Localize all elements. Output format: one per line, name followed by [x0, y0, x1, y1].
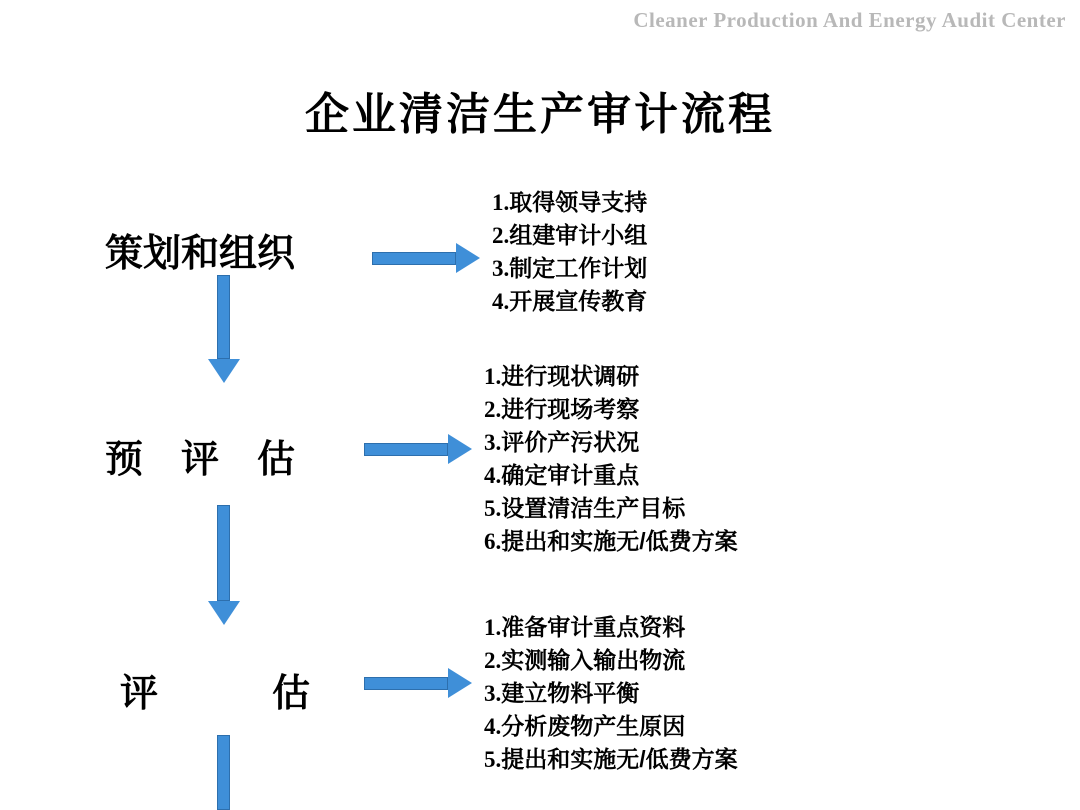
- arrow-shaft: [364, 443, 448, 456]
- arrow-head: [208, 601, 240, 625]
- list-item-number: 3.: [484, 681, 502, 706]
- arrow-stage3-to-next: [208, 735, 240, 810]
- list-item: [484, 743, 738, 776]
- list-item-label: 提出和实施无/低费方案: [501, 746, 738, 772]
- list-item-label: 提出和实施无/低费方案: [501, 528, 738, 554]
- list-item-label: 准备审计重点资料: [501, 614, 686, 640]
- arrow-stage3-to-details: [364, 668, 472, 698]
- list-item: [492, 285, 647, 318]
- list-item-label: 进行现场考察: [501, 396, 640, 422]
- arrow-shaft: [217, 505, 230, 601]
- list-item-number: 1.: [484, 615, 502, 640]
- list-item: [492, 186, 647, 219]
- list-item-number: 1.: [484, 364, 502, 389]
- stage-details-3: [484, 611, 738, 776]
- list-item-label: 制定工作计划: [509, 255, 648, 281]
- list-item-number: 6.: [484, 529, 502, 554]
- list-item-label: 分析废物产生原因: [501, 713, 686, 739]
- list-item: [484, 677, 738, 710]
- stage-details-2: [484, 360, 738, 558]
- list-item-number: 2.: [484, 397, 502, 422]
- arrow-head: [448, 668, 472, 698]
- arrow-shaft: [372, 252, 456, 265]
- list-item-number: 4.: [484, 714, 502, 739]
- list-item-label: 建立物料平衡: [501, 680, 640, 706]
- arrow-shaft: [217, 735, 230, 810]
- page-title: 企业清洁生产审计流程: [305, 90, 775, 139]
- list-item: [492, 219, 647, 252]
- list-item-number: 1.: [492, 190, 510, 215]
- list-item-label: 实测输入输出物流: [501, 647, 686, 673]
- list-item-number: 3.: [492, 256, 510, 281]
- list-item-label: 取得领导支持: [509, 189, 648, 215]
- list-item: [484, 393, 738, 426]
- list-item: [484, 492, 738, 525]
- list-item: [484, 360, 738, 393]
- list-item: [484, 644, 738, 677]
- list-item-label: 开展宣传教育: [509, 288, 648, 314]
- list-item-label: 组建审计小组: [509, 222, 648, 248]
- list-item-label: 评价产污状况: [501, 429, 640, 455]
- arrow-stage2-to-stage3: [208, 505, 240, 625]
- arrow-head: [448, 434, 472, 464]
- list-item-number: 2.: [484, 648, 502, 673]
- arrow-stage1-to-details: [372, 243, 480, 273]
- list-item-number: 4.: [492, 289, 510, 314]
- stage-details-1: [492, 186, 647, 318]
- arrow-stage1-to-stage2: [208, 275, 240, 383]
- list-item: [484, 525, 738, 558]
- list-item-number: 5.: [484, 747, 502, 772]
- list-item: [492, 252, 647, 285]
- stage-label-3: 评 估: [120, 673, 311, 715]
- list-item-number: 2.: [492, 223, 510, 248]
- list-item: [484, 710, 738, 743]
- list-item: [484, 611, 738, 644]
- header-logo-text: Cleaner Production And Energy Audit Center: [633, 8, 1066, 32]
- list-item-number: 4.: [484, 463, 502, 488]
- stage-label-1: 策划和组织: [105, 233, 296, 275]
- list-item-label: 进行现状调研: [501, 363, 640, 389]
- arrow-head: [456, 243, 480, 273]
- arrow-shaft: [217, 275, 230, 359]
- arrow-head: [208, 359, 240, 383]
- arrow-stage2-to-details: [364, 434, 472, 464]
- list-item-number: 5.: [484, 496, 502, 521]
- stage-label-2: 预 评 估: [105, 439, 296, 481]
- list-item-number: 3.: [484, 430, 502, 455]
- list-item: [484, 459, 738, 492]
- arrow-shaft: [364, 677, 448, 690]
- list-item: [484, 426, 738, 459]
- list-item-label: 设置清洁生产目标: [501, 495, 686, 521]
- list-item-label: 确定审计重点: [501, 462, 640, 488]
